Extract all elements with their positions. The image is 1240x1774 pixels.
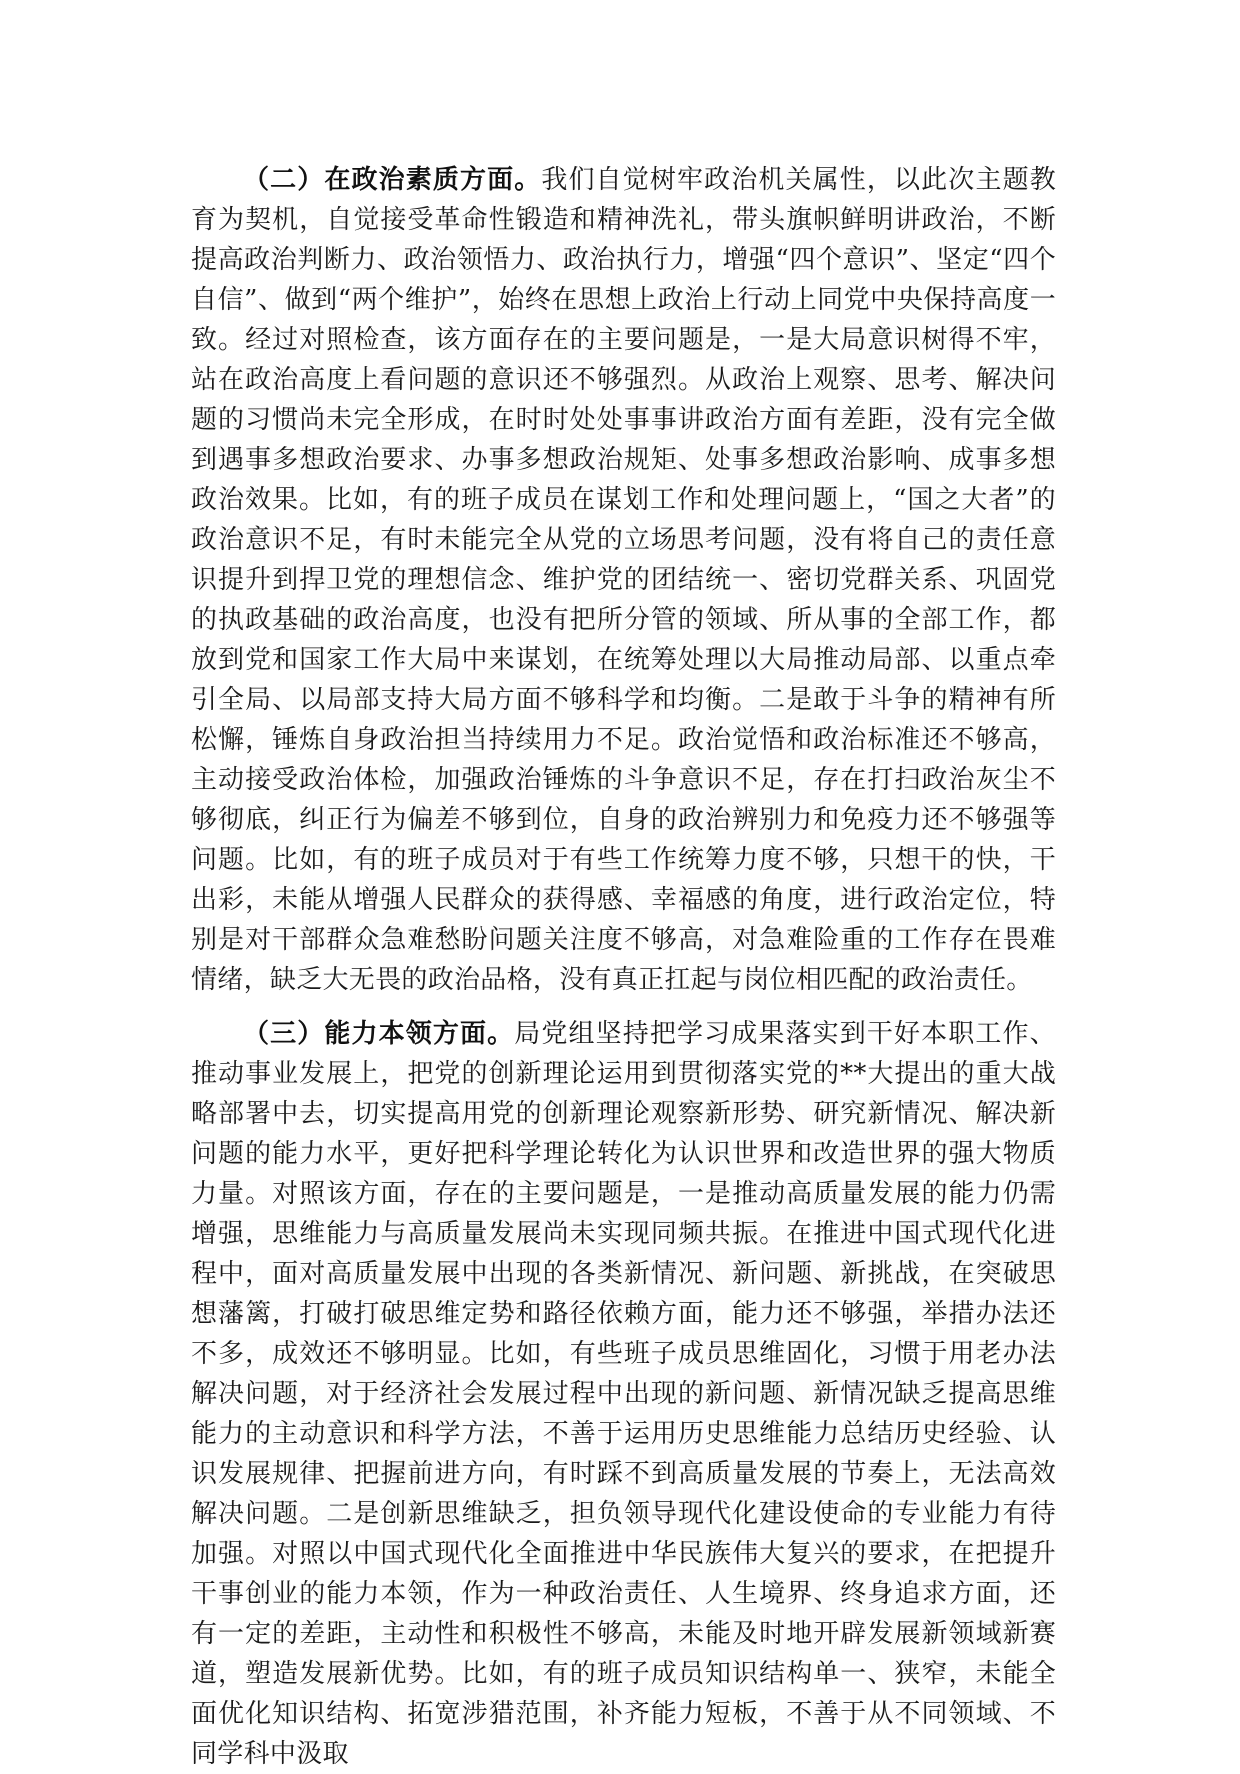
paragraph-political-quality (191, 160, 1056, 1000)
paragraph-ability-skills (191, 1014, 1056, 1774)
paragraph-heading: （二）在政治素质方面。 (243, 165, 542, 195)
document-body (191, 160, 1056, 1774)
paragraph-heading: （三）能力本领方面。 (243, 1019, 515, 1049)
paragraph-text: 我们自觉树牢政治机关属性，以此次主题教育为契机，自觉接受革命性锻造和精神洗礼，带头旗帜鲜明讲政治，不断提高政治判断力、政治领悟力、政治执行力，增强“四个意识”、坚定“四个自信”、做到“两个维护”，始终在思想上政治上行动上同党中央保持高度一致。经过对照检查，该方面存在的主要问题是，一是大局意识树得不牢，站在政治高度上看问题的意识还不够强烈。从政治上观察、思考、解决问题的习惯尚未完全形成，在时时处处事事讲政治方面有差距，没有完全做到遇事多想政治要求、办事多想政治规矩、处事多想政治影响、成事多想政治效果。比如，有的班子成员在谋划工作和处理问题上，“国之大者”的政治意识不足，有时未能完全从党的立场思考问题，没有将自己的责任意识提升到捍卫党的理想信念、维护党的团结统一、密切党群关系、巩固党的执政基础的政治高度，也没有把所分管的领域、所从事的全部工作，都放到党和国家工作大局中来谋划，在统筹处理以大局推动局部、以重点牵引全局、以局部支持大局方面不够科学和均衡。二是敢于斗争的精神有所松懈，锤炼自身政治担当持续用力不足。政治觉悟和政治标准还不够高，主动接受政治体检，加强政治锤炼的斗争意识不足，存在打扫政治灰尘不够彻底，纠正行为偏差不够到位，自身的政治辨别力和免疫力还不够强等问题。比如，有的班子成员对于有些工作统筹力度不够，只想干的快，干出彩，未能从增强人民群众的获得感、幸福感的角度，进行政治定位，特别是对干部群众急难愁盼问题关注度不够高，对急难险重的工作存在畏难情绪，缺乏大无畏的政治品格，没有真正扛起与岗位相匹配的政治责任。 (191, 165, 1056, 995)
paragraph-text: 局党组坚持把学习成果落实到干好本职工作、推动事业发展上，把党的创新理论运用到贯彻落实党的**大提出的重大战略部署中去，切实提高用党的创新理论观察新形势、研究新情况、解决新问题的能力水平，更好把科学理论转化为认识世界和改造世界的强大物质力量。对照该方面，存在的主要问题是，一是推动高质量发展的能力仍需增强，思维能力与高质量发展尚未实现同频共振。在推进中国式现代化进程中，面对高质量发展中出现的各类新情况、新问题、新挑战，在突破思想藩篱，打破打破思维定势和路径依赖方面，能力还不够强，举措办法还不多，成效还不够明显。比如，有些班子成员思维固化，习惯于用老办法解决问题，对于经济社会发展过程中出现的新问题、新情况缺乏提高思维能力的主动意识和科学方法，不善于运用历史思维能力总结历史经验、认识发展规律、把握前进方向，有时踩不到高质量发展的节奏上，无法高效解决问题。二是创新思维缺乏，担负领导现代化建设使命的专业能力有待加强。对照以中国式现代化全面推进中华民族伟大复兴的要求，在把提升干事创业的能力本领，作为一种政治责任、人生境界、终身追求方面，还有一定的差距，主动性和积极性不够高，未能及时地开辟发展新领域新赛道，塑造发展新优势。比如，有的班子成员知识结构单一、狭窄，未能全面优化知识结构、拓宽涉猎范围，补齐能力短板，不善于从不同领域、不同学科中汲取 (191, 1019, 1056, 1769)
